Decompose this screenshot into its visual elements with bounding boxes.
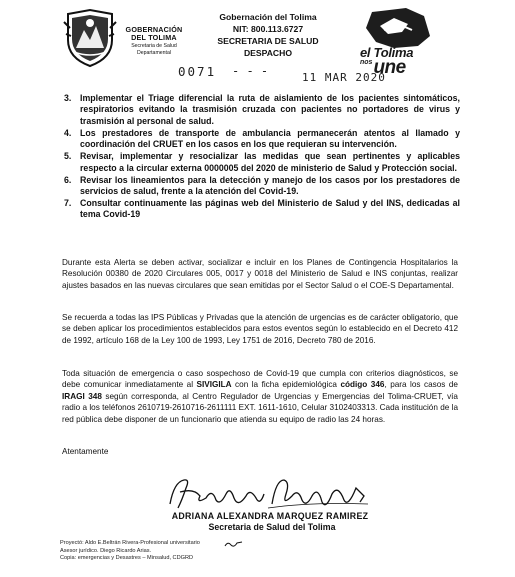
org-sub-line1: Secretaria de Salud — [131, 43, 177, 49]
filing-stamp-dash: - - - — [232, 64, 269, 78]
signatory-name: ADRIANA ALEXANDRA MARQUEZ RAMIREZ — [171, 511, 369, 521]
tolima-coat-of-arms-icon — [62, 8, 118, 68]
list-item-number: 3. — [64, 93, 72, 103]
list-item — [64, 198, 460, 221]
logo-line-1: el Tolima — [360, 45, 414, 60]
header-line-4: DESPACHO — [243, 48, 293, 58]
list-item — [64, 151, 460, 174]
list-item-text: Revisar los lineamientos para la detección y manejo de los casos por los prestadores de servicios de salud, frente a la atención del Covid-19. — [80, 174, 460, 197]
handwritten-signature-icon — [160, 474, 380, 514]
list-item-number: 6. — [64, 174, 72, 185]
footer-credits — [60, 540, 360, 563]
header-center-block — [198, 11, 338, 59]
paragraph-emergency-care: Se recuerda a todas las IPS Públicas y Privadas que la atención de urgencias es de carácter obligatorio, que se deben aplicar los procedimientos establecidos para estos eventos según lo establecido en el Decreto 412 de 1992, artículo 168 de la Ley 100 de 1993, Ley 1751 de 2016, Decreto 780 de 2016. — [62, 313, 458, 345]
reporting-text: según corresponda, al Centro Regulador de Urgencias y Emergencias del Tolima-CRUET, vía radio a los teléfonos 2610719-2610716-2611111 EXT. 1611-1610, Celular 3102403313. Cada institución de la red pública debe disponer de un funcionario que atienda su equipo de radio las 24 horas. — [62, 391, 458, 424]
footer-line-3: Copia: emergencias y Desastres – Minsalud, CDGRD — [60, 555, 194, 562]
header-line-3: SECRETARIA DE SALUD — [217, 36, 319, 46]
list-item — [64, 127, 460, 151]
org-name-line2: DEL TOLIMA — [131, 33, 177, 42]
list-item-text: Implementar el Triage diferencial la ruta de aislamiento de los pacientes sintomáticos, respiratorios evitando la trasmisión cruzada con pacientes no portadores de virus y trasmisión al personal de salud. — [80, 93, 460, 126]
logo-line-2: nos — [360, 59, 373, 66]
header-line-1: Gobernación del Tolima — [219, 12, 317, 22]
right-logo-text — [360, 46, 413, 78]
paragraph-reporting — [62, 368, 458, 425]
reporting-text: con la ficha epidemiológica — [231, 380, 341, 390]
logo-line-3: une — [373, 57, 406, 78]
signatory-title: Secretaria de Salud del Tolima — [208, 522, 336, 532]
paragraph-contingency-plans: Durante esta Alerta se deben activar, socializar e incluir en los Planes de Contingencia Hospitalarios la Resolución 00380 de 2020 Circulares 005, 0017 y 0018 del Ministerio de Salud e INS conjuntas, realizar ajustes basados en las nuevas circulares que sean emitidas por el Sector Salud o el COE-S Departamental. — [62, 258, 458, 290]
left-org-block — [118, 26, 190, 56]
list-item-text: Los prestadores de transporte de ambulancia permanecerán atentos al llamado y coordinación del CRUET en los casos en los que requieran su intervención. — [80, 127, 460, 150]
list-item-number: 4. — [64, 127, 72, 138]
header-line-2: NIT: 800.113.6727 — [232, 24, 304, 34]
list-item-text: Revisar, implementar y resocializar las medidas que sean pertinentes y aplicables respecto a la circular externa 0000005 del 2020 de ministerio de Salud y Protección social. — [80, 151, 460, 173]
org-name-line1: GOBERNACIÓN — [125, 25, 183, 34]
reporting-iragi-348: IRAGI 348 — [62, 391, 102, 401]
reporting-text: , para los casos de — [384, 380, 458, 390]
action-list — [64, 93, 460, 221]
filing-stamp-date: 11 MAR 2020 — [302, 71, 386, 84]
reporting-sivigila: SIVIGILA — [196, 380, 232, 390]
list-item — [64, 93, 460, 127]
footer-line-1: Proyectó: Aldo E.Beltrán Rivera-Profesional universitario — [60, 540, 200, 546]
list-item — [64, 174, 460, 198]
list-item-number: 7. — [64, 198, 72, 209]
footer-line-2: Asesor jurídico. Diego Ricardo Arias. — [60, 547, 152, 554]
reporting-text: Toda situación de emergencia o caso sospechoso de Covid-19 que cumpla con criterios diagnósticos, se debe comunicar inmediatamente al — [62, 369, 458, 390]
closing-salutation: Atentamente — [62, 447, 109, 456]
filing-stamp-number: 0071 — [178, 64, 217, 79]
handwritten-initials-icon — [224, 540, 244, 548]
reporting-code-346: código 346 — [340, 380, 385, 390]
list-item-text: Consultar continuamente las páginas web del Ministerio de Salud y del INS, dedicadas al tema Covid-19 — [80, 198, 460, 220]
list-item-number: 5. — [64, 151, 72, 162]
org-sub-line2: Departamental — [136, 50, 172, 56]
